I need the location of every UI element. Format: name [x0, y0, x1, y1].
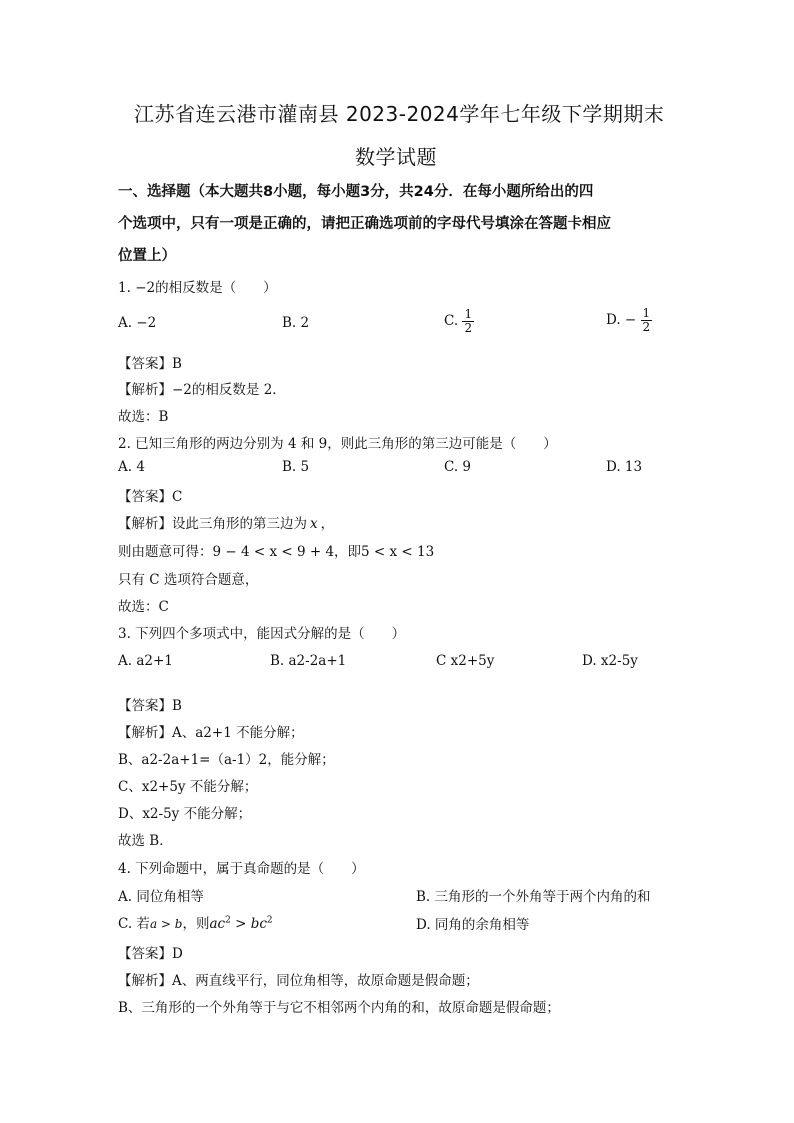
q4-option-c-mid: ，则	[182, 916, 210, 932]
q4-analysis-line-1: 【解析】A、两直线平行，同位角相等，故原命题是假命题；	[118, 973, 479, 989]
q3-analysis-line-1: 【解析】A、a2+1 不能分解；	[118, 725, 304, 741]
q2-inequality-2: 5 < x < 13	[361, 544, 435, 560]
section-heading-line-3: 位置上）	[118, 248, 176, 264]
title-line-2: 数学试题	[355, 145, 437, 169]
q1-option-c	[444, 308, 474, 335]
q2-line2-mid: ，即	[334, 544, 362, 560]
q4-option-a: A. 同位角相等	[118, 889, 204, 905]
q1-stem	[118, 276, 277, 296]
q4-option-b: B. 三角形的一个外角等于两个内角的和	[416, 889, 651, 905]
q3-conclusion: 故选 B．	[118, 833, 173, 849]
section-heading-line-2: 个选项中，只有一项是正确的，请把正确选项前的字母代号填涂在答题卡相应	[118, 216, 611, 232]
q4-option-c-prefix: C. 若	[118, 916, 150, 932]
q3-option-c: C x2+5y	[436, 653, 495, 669]
q2-stem: 2. 已知三角形的两边分别为 4 和 9，则此三角形的第三边可能是（ ）	[118, 436, 557, 452]
q2-variable: x	[310, 516, 318, 532]
q2-option-d: D. 13	[606, 459, 643, 475]
q3-option-d: D. x2-5y	[582, 653, 638, 669]
q2-analysis-prefix: 【解析】设此三角形的第三边为	[118, 516, 307, 532]
q3-option-a: A. a2+1	[118, 653, 173, 669]
section-heading-line-1: 一、选择题（本大题共8小题，每小题3分，共24分．在每小题所给出的四	[118, 184, 594, 200]
q3-stem: 3. 下列四个多项式中，能因式分解的是（ ）	[118, 626, 406, 642]
q1-conclusion: 故选：B	[118, 409, 169, 425]
q2-option-b: B. 5	[282, 459, 310, 475]
q3-analysis-line-4: D、x2-5y 不能分解；	[118, 806, 252, 822]
q3-analysis-line-2: B、a2-2a+1=（a-1）2，能分解；	[118, 752, 335, 768]
q1-stem-text: 的相反数是（ ）	[155, 280, 277, 296]
q2-analysis-line-1	[118, 512, 334, 532]
q1-option-d	[606, 307, 652, 334]
q2-analysis-suffix: ，	[320, 516, 335, 532]
section-heading	[118, 176, 611, 272]
q4-exponent: 2	[225, 915, 231, 926]
q3-answer: 【答案】B	[118, 698, 182, 714]
q4-option-c	[118, 912, 273, 932]
fraction-denominator: 2	[642, 320, 651, 334]
title-line-1: 江苏省连云港市灌南县 2023-2024学年七年级下学期期末	[134, 102, 665, 126]
q2-option-a: A. 4	[118, 459, 145, 475]
q4-exponent: 2	[266, 915, 273, 926]
q4-bc: bc	[250, 916, 267, 932]
q1-option-b: B. 2	[282, 315, 310, 331]
q1-analysis: 【解析】−2的相反数是 2．	[118, 382, 286, 398]
q2-analysis-line-3: 只有 C 选项符合题意，	[118, 572, 259, 588]
fraction-numerator: 1	[642, 306, 651, 320]
fraction-denominator: 2	[464, 321, 473, 335]
q4-gt: >	[230, 916, 251, 932]
q4-analysis-line-2: B、三角形的一个外角等于与它不相邻两个内角的和，故原命题是假命题；	[118, 1000, 560, 1016]
q3-analysis-line-3: C、x2+5y 不能分解；	[118, 779, 258, 795]
q2-conclusion: 故选：C	[118, 599, 169, 615]
q4-stem: 4. 下列命题中，属于真命题的是（ ）	[118, 861, 365, 877]
q2-analysis-line-2	[118, 540, 434, 560]
q1-answer: 【答案】B	[118, 356, 182, 372]
fraction-numerator: 1	[464, 307, 473, 321]
q4-condition: a > b	[149, 917, 183, 931]
q1-option-c-fraction	[462, 308, 474, 335]
q2-inequality-1: 9 − 4 < x < 9 + 4	[212, 544, 335, 560]
q2-option-c: C. 9	[444, 459, 472, 475]
q1-option-c-label: C.	[444, 313, 459, 329]
q4-answer: 【答案】D	[118, 946, 183, 962]
q2-line2-prefix: 则由题意可得：	[118, 544, 213, 560]
q1-number: 1.	[118, 280, 131, 296]
q2-answer: 【答案】C	[118, 489, 183, 505]
q4-ac: ac	[209, 916, 226, 932]
q1-option-d-fraction	[641, 307, 653, 334]
q1-expression: −2	[135, 280, 156, 296]
q3-option-b: B. a2-2a+1	[270, 653, 347, 669]
q1-option-d-label: D. −	[606, 312, 637, 328]
q4-option-d: D. 同角的余角相等	[416, 917, 530, 933]
q1-option-a: A. −2	[118, 315, 157, 331]
